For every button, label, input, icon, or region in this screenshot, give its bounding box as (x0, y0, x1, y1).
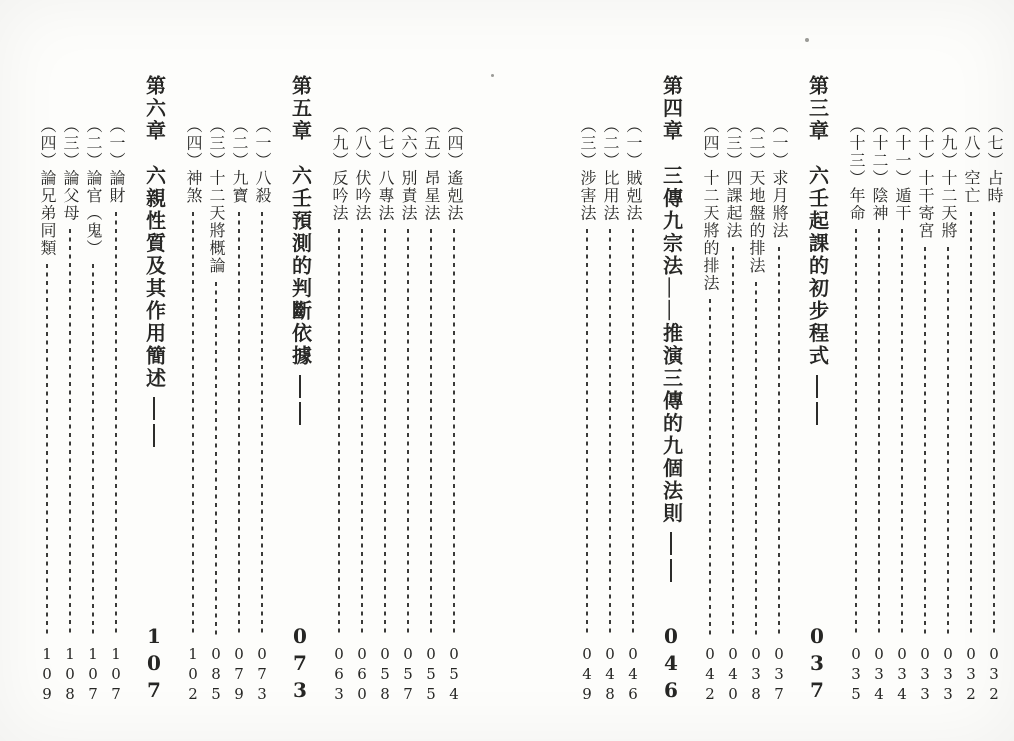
toc-entry-page-number: 073 (253, 645, 271, 705)
toc-entry-label: （十三）年命 (847, 117, 864, 222)
dotted-leader (755, 282, 757, 636)
scan-speck (491, 74, 494, 77)
dotted-leader (670, 532, 672, 584)
toc-entry-label: （三）涉害法 (578, 117, 595, 222)
toc-entry-label: （九）十二天將 (939, 117, 956, 240)
dotted-leader (407, 229, 409, 635)
toc-entry-page-number: 042 (701, 645, 719, 705)
toc-entry-page-number: 032 (985, 645, 1003, 705)
toc-entry-label: （八）空亡 (962, 117, 979, 205)
toc-item-entry (442, 75, 465, 705)
dotted-leader (453, 229, 455, 635)
dotted-leader (878, 229, 880, 635)
toc-chapter-entry (283, 75, 317, 705)
dotted-leader (924, 247, 926, 636)
toc-entry-label: （七）八專法 (376, 117, 393, 222)
page-left (35, 75, 465, 705)
toc-entry-page-number: 034 (870, 645, 888, 705)
toc-item-entry (936, 75, 959, 705)
toc-entry-page-number: 046 (659, 624, 683, 705)
dotted-leader (115, 212, 117, 636)
toc-entry-page-number: 058 (376, 645, 394, 705)
toc-item-entry (867, 75, 890, 705)
toc-entry-page-number: 073 (288, 624, 312, 705)
toc-item-entry (959, 75, 982, 705)
toc-item-entry (396, 75, 419, 705)
toc-item-entry (81, 75, 104, 705)
toc-entry-page-number: 035 (847, 645, 865, 705)
dotted-leader (632, 229, 634, 635)
toc-entry-label: 第三章 六壬起課的初步程式 (805, 75, 828, 368)
toc-entry-label: （五）昂星法 (422, 117, 439, 222)
toc-entry-label: （一）八殺 (253, 117, 270, 205)
toc-item-entry (844, 75, 867, 705)
toc-item-entry (327, 75, 350, 705)
dotted-leader (947, 247, 949, 636)
toc-entry-page-number: 033 (939, 645, 957, 705)
toc-entry-label: （四）論兄弟同類 (38, 117, 55, 257)
dotted-leader (709, 299, 711, 635)
dotted-leader (816, 375, 818, 427)
toc-entry-page-number: 033 (916, 645, 934, 705)
toc-entry-label: （三）十二天將概論 (207, 117, 224, 275)
toc-entry-page-number: 037 (805, 624, 829, 705)
dotted-leader (261, 212, 263, 636)
page-right (575, 75, 1005, 705)
toc-entry-label: （四）神煞 (184, 117, 201, 205)
dotted-leader (384, 229, 386, 635)
toc-entry-page-number: 055 (422, 645, 440, 705)
toc-entry-label: （四）十二天將的排法 (701, 117, 718, 292)
toc-entry-page-number: 049 (578, 645, 596, 705)
toc-chapter-entry (137, 75, 171, 705)
dotted-leader (993, 212, 995, 636)
toc-item-entry (104, 75, 127, 705)
toc-item-entry (982, 75, 1005, 705)
dotted-leader (361, 229, 363, 635)
toc-entry-label: （七）占時 (985, 117, 1002, 205)
toc-entry-label: （二）天地盤的排法 (747, 117, 764, 275)
toc-entry-label: 第六章 六親性質及其作用簡述 (142, 75, 165, 390)
toc-entry-page-number: 048 (601, 645, 619, 705)
dotted-leader (299, 375, 301, 427)
toc-item-entry (621, 75, 644, 705)
toc-item-entry (373, 75, 396, 705)
toc-entry-page-number: 107 (107, 645, 125, 705)
toc-chapter-entry (800, 75, 834, 705)
toc-entry-page-number: 034 (893, 645, 911, 705)
toc-entry-label: （三）四課起法 (724, 117, 741, 240)
toc-entry-label: （八）伏吟法 (353, 117, 370, 222)
toc-item-entry (890, 75, 913, 705)
toc-item-entry (913, 75, 936, 705)
toc-entry-label: （一）論財 (107, 117, 124, 205)
toc-item-entry (598, 75, 621, 705)
toc-item-entry (767, 75, 790, 705)
dotted-leader (192, 212, 194, 636)
dotted-leader (338, 229, 340, 635)
dotted-leader (215, 282, 217, 636)
toc-entry-page-number: 057 (399, 645, 417, 705)
toc-entry-page-number: 063 (330, 645, 348, 705)
toc-item-entry (35, 75, 58, 705)
toc-item-entry (744, 75, 767, 705)
toc-entry-page-number: 102 (184, 645, 202, 705)
toc-entry-page-number: 040 (724, 645, 742, 705)
toc-entry-label: （一）賊剋法 (624, 117, 641, 222)
dotted-leader (69, 229, 71, 635)
toc-item-entry (575, 75, 598, 705)
toc-entry-label: 第五章 六壬預測的判斷依據 (288, 75, 311, 368)
toc-entry-page-number: 109 (38, 645, 56, 705)
toc-entry-page-number: 085 (207, 645, 225, 705)
toc-entry-page-number: 108 (61, 645, 79, 705)
toc-entry-label: 第四章 三傳九宗法——推演三傳的九個法則 (659, 75, 682, 525)
toc-entry-label: （十二）陰神 (870, 117, 887, 222)
scan-speck (805, 38, 809, 42)
dotted-leader (970, 212, 972, 636)
toc-item-entry (181, 75, 204, 705)
toc-entry-label: （十一）遁干 (893, 117, 910, 222)
toc-chapter-entry (654, 75, 688, 705)
dotted-leader (732, 247, 734, 636)
toc-item-entry (58, 75, 81, 705)
dotted-leader (238, 212, 240, 636)
toc-entry-page-number: 107 (142, 624, 166, 705)
toc-entry-page-number: 037 (770, 645, 788, 705)
dotted-leader (778, 247, 780, 636)
dotted-leader (609, 229, 611, 635)
toc-entry-label: （三）論父母 (61, 117, 78, 222)
toc-entry-page-number: 079 (230, 645, 248, 705)
toc-item-entry (250, 75, 273, 705)
dotted-leader (153, 397, 155, 449)
toc-entry-page-number: 038 (747, 645, 765, 705)
toc-entry-label: （六）別責法 (399, 117, 416, 222)
toc-entry-page-number: 107 (84, 645, 102, 705)
toc-entry-page-number: 054 (445, 645, 463, 705)
toc-entry-label: （九）反吟法 (330, 117, 347, 222)
toc-item-entry (204, 75, 227, 705)
toc-entry-label: （四）遙剋法 (445, 117, 462, 222)
toc-entry-page-number: 060 (353, 645, 371, 705)
toc-entry-label: （十）十干寄宮 (916, 117, 933, 240)
toc-entry-label: （二）論官（鬼） (84, 117, 101, 257)
toc-item-entry (419, 75, 442, 705)
toc-entry-page-number: 046 (624, 645, 642, 705)
dotted-leader (46, 264, 48, 635)
toc-entry-page-number: 032 (962, 645, 980, 705)
dotted-leader (586, 229, 588, 635)
toc-entry-label: （二）九寶 (230, 117, 247, 205)
toc-item-entry (698, 75, 721, 705)
dotted-leader (92, 264, 94, 635)
toc-entry-label: （二）比用法 (601, 117, 618, 222)
toc-item-entry (721, 75, 744, 705)
dotted-leader (901, 229, 903, 635)
toc-item-entry (350, 75, 373, 705)
dotted-leader (855, 229, 857, 635)
toc-entry-label: （一）求月將法 (770, 117, 787, 240)
dotted-leader (430, 229, 432, 635)
toc-item-entry (227, 75, 250, 705)
